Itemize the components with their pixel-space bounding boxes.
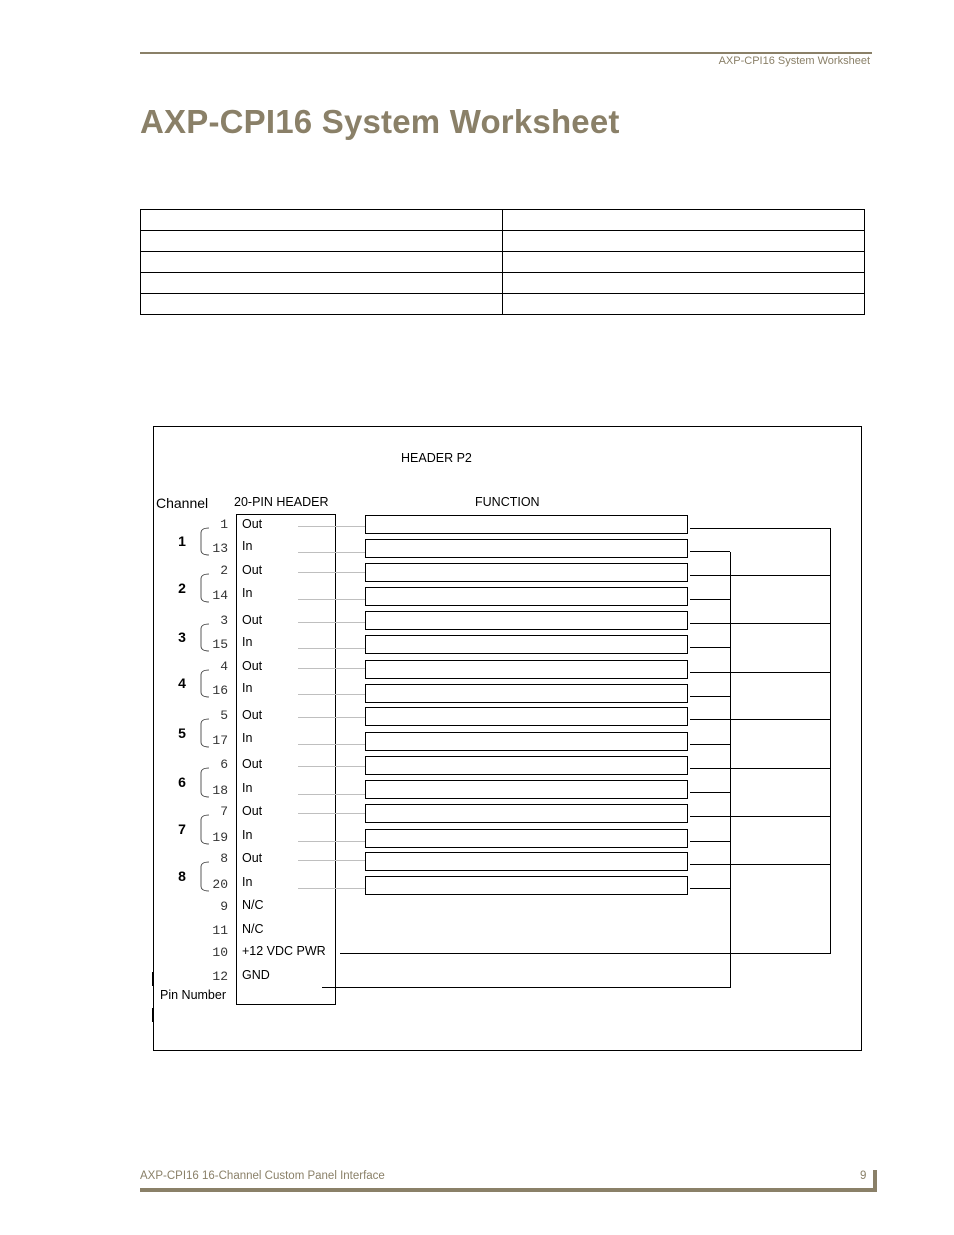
function-box [365, 732, 688, 751]
wire-in [690, 841, 730, 842]
table-cell [141, 294, 503, 315]
pin-label-in: In [242, 781, 253, 795]
function-box [365, 684, 688, 703]
ground-bus-line [730, 552, 731, 988]
pin-label-out: Out [242, 613, 263, 627]
footer-rule [140, 1188, 876, 1192]
pin-label-out: Out [242, 757, 263, 771]
table-cell [503, 252, 865, 273]
table-row [141, 294, 865, 315]
pin-label-out: Out [242, 708, 263, 722]
pin-label: +12 VDC PWR [242, 944, 326, 958]
pin-number: 6 [220, 757, 228, 772]
wire-out [690, 816, 830, 817]
table-cell [141, 210, 503, 231]
channel-number: 4 [178, 675, 186, 691]
function-box [365, 660, 688, 679]
channel-number: 5 [178, 724, 186, 741]
pin-number: 4 [220, 659, 228, 674]
function-box [365, 756, 688, 775]
pin-number: 13 [212, 541, 228, 556]
connector-line [298, 668, 365, 669]
wire-out [690, 719, 830, 720]
pin-label-out: Out [242, 563, 263, 577]
pin-number: 14 [212, 588, 228, 603]
wire-in [690, 792, 730, 793]
table-cell [503, 273, 865, 294]
function-box [365, 804, 688, 823]
channel-label: Channel [156, 495, 209, 511]
channel-number: 1 [178, 533, 186, 549]
pin-label-in: In [242, 875, 253, 889]
pin-label-in: In [242, 828, 253, 842]
pin-number: 16 [212, 683, 228, 698]
wire-out [690, 672, 830, 673]
pin-number: 2 [220, 563, 228, 578]
header-rule [140, 52, 872, 54]
pin-label: N/C [242, 922, 264, 936]
table-cell [141, 231, 503, 252]
ground-wire [322, 987, 730, 988]
pin-number: 10 [212, 945, 228, 960]
table-row [141, 273, 865, 294]
table-row [141, 210, 865, 231]
table-cell [503, 294, 865, 315]
running-header: AXP-CPI16 System Worksheet [718, 55, 870, 67]
footer-page-number: 9 [860, 1170, 867, 1182]
footer-tick [873, 1170, 877, 1192]
table-cell [503, 231, 865, 252]
tick-mark [152, 972, 153, 986]
channel-number: 8 [178, 868, 186, 884]
pin-label-in: In [242, 539, 253, 553]
pin-number: 12 [212, 969, 228, 984]
table-cell [141, 252, 503, 273]
connector-line [298, 694, 365, 695]
pin-number: 15 [212, 637, 228, 652]
connector-line [298, 813, 365, 814]
pin-label: N/C [242, 898, 264, 912]
wire-out [690, 623, 830, 624]
wire-in [690, 888, 730, 889]
wire-in [690, 599, 730, 600]
function-box [365, 587, 688, 606]
tick-mark [152, 1008, 153, 1022]
channel-number: 2 [178, 579, 186, 596]
pin-number: 3 [220, 613, 228, 628]
connector-line [298, 794, 365, 795]
header-p2-label: HEADER P2 [401, 451, 472, 465]
power-bus-line [830, 528, 831, 954]
connector-line [298, 599, 365, 600]
function-box [365, 515, 688, 534]
wire-out [690, 768, 830, 769]
pin-label-out: Out [242, 517, 263, 531]
pin-number: 17 [212, 733, 228, 748]
function-box [365, 780, 688, 799]
pin-number: 8 [220, 851, 228, 866]
connector-line [298, 648, 365, 649]
connector-line [298, 717, 365, 718]
pin-number: 18 [212, 783, 228, 798]
connector-line [298, 860, 365, 861]
wire-out [690, 864, 830, 865]
pin-label-out: Out [242, 851, 263, 865]
function-box [365, 563, 688, 582]
connector-line [298, 841, 365, 842]
function-box [365, 852, 688, 871]
pin-label: GND [242, 968, 270, 982]
wire-out [690, 528, 830, 529]
pin-label-in: In [242, 586, 253, 600]
pin-number: 1 [220, 517, 228, 532]
pin-header-label: 20-PIN HEADER [234, 495, 329, 509]
wire-out [690, 575, 830, 576]
connector-line [298, 552, 365, 553]
pin-number: 5 [220, 708, 228, 723]
pin-number: 9 [220, 899, 228, 914]
function-box [365, 876, 688, 895]
table-row [141, 252, 865, 273]
table-cell [503, 210, 865, 231]
table-row [141, 231, 865, 252]
wire-in [690, 744, 730, 745]
pin-number: 11 [212, 923, 228, 938]
pin-number-label: Pin Number [160, 988, 226, 1002]
pin-number: 19 [212, 830, 228, 845]
connector-line [298, 622, 365, 623]
pin-label-out: Out [242, 804, 263, 818]
function-label: FUNCTION [475, 495, 540, 509]
function-box [365, 635, 688, 654]
function-box [365, 539, 688, 558]
footer-doc-title: AXP-CPI16 16-Channel Custom Panel Interface [140, 1170, 385, 1182]
wire-in [690, 551, 730, 552]
connector-line [298, 766, 365, 767]
connector-line [298, 888, 365, 889]
connector-line [298, 526, 365, 527]
wire-in [690, 696, 730, 697]
pin-label-out: Out [242, 659, 263, 673]
function-box [365, 707, 688, 726]
pin-label-in: In [242, 731, 253, 745]
wire-in [690, 647, 730, 648]
channel-number: 3 [178, 629, 186, 645]
connector-line [298, 744, 365, 745]
function-box [365, 829, 688, 848]
table-cell [141, 273, 503, 294]
pin-label-in: In [242, 681, 253, 695]
pin-number: 20 [212, 877, 228, 892]
connector-line [298, 572, 365, 573]
page-title: AXP-CPI16 System Worksheet [140, 103, 620, 140]
channel-number: 6 [178, 774, 186, 790]
pin-number: 7 [220, 804, 228, 819]
pin-label-in: In [242, 635, 253, 649]
worksheet-table [140, 209, 865, 315]
channel-number: 7 [178, 821, 186, 837]
power-wire [340, 953, 830, 954]
function-box [365, 611, 688, 630]
